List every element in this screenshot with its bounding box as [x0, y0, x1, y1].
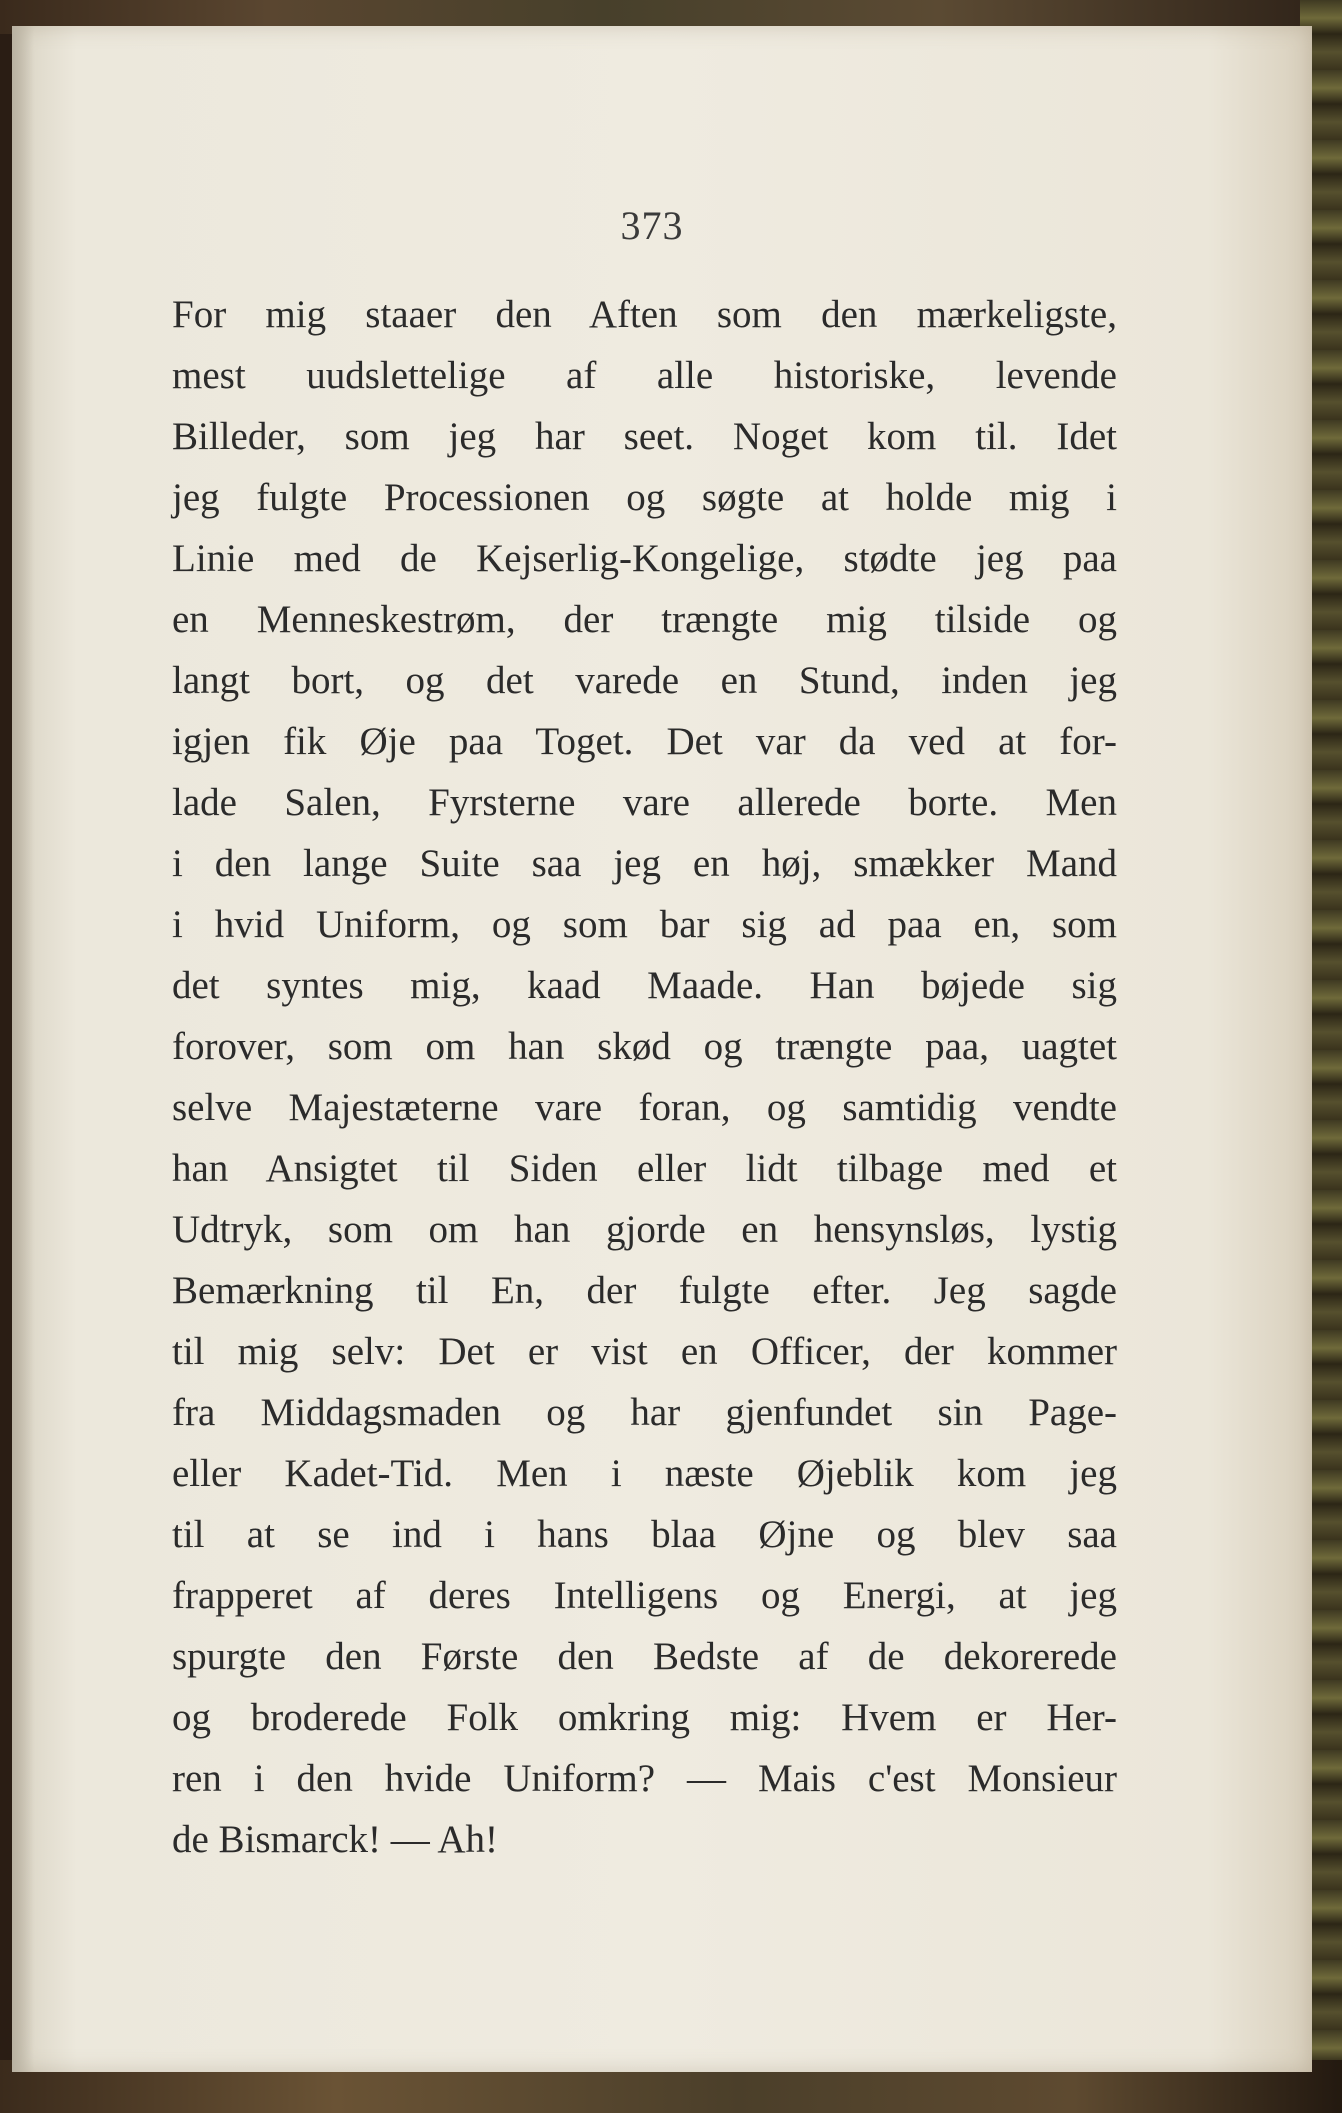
text-line: Udtryk, som om han gjorde en hensynsløs, lystig [172, 1208, 1117, 1251]
text-line: fra Middagsmaden og har gjenfundet sin Page- [172, 1391, 1117, 1434]
text-line: og broderede Folk omkring mig: Hvem er Her- [172, 1696, 1117, 1739]
text-line: i den lange Suite saa jeg en høj, smækker Mand [172, 842, 1117, 885]
text-line: til at se ind i hans blaa Øjne og blev saa [172, 1513, 1117, 1556]
book-page [12, 26, 1312, 2072]
text-line: til mig selv: Det er vist en Officer, der kommer [172, 1330, 1117, 1373]
text-line: en Menneskestrøm, der trængte mig tilside og [172, 598, 1117, 641]
text-line: spurgte den Første den Bedste af de dekorerede [172, 1635, 1117, 1678]
body-text [172, 284, 1117, 1870]
page-gutter-shadow [12, 26, 34, 2072]
text-line: de Bismarck! — Ah! [172, 1818, 499, 1861]
text-line: Linie med de Kejserlig-Kongelige, stødte jeg paa [172, 537, 1117, 580]
text-line: han Ansigtet til Siden eller lidt tilbage med et [172, 1147, 1117, 1190]
text-line: Bemærkning til En, der fulgte efter. Jeg sagde [172, 1269, 1117, 1312]
text-line: forover, som om han skød og trængte paa, uagtet [172, 1025, 1117, 1068]
text-line: i hvid Uniform, og som bar sig ad paa en, som [172, 903, 1117, 946]
text-line: ren i den hvide Uniform? — Mais c'est Monsieur [172, 1757, 1117, 1800]
text-line: det syntes mig, kaad Maade. Han bøjede sig [172, 964, 1117, 1007]
page-number: 373 [620, 203, 684, 248]
text-line: selve Majestæterne vare foran, og samtidig vendte [172, 1086, 1117, 1129]
text-line: Billeder, som jeg har seet. Noget kom til. Idet [172, 415, 1117, 458]
text-line: lade Salen, Fyrsterne vare allerede borte. Men [172, 781, 1117, 824]
text-line: mest uudslettelige af alle historiske, levende [172, 354, 1117, 397]
text-line: jeg fulgte Processionen og søgte at holde mig i [172, 476, 1117, 519]
text-line: igjen fik Øje paa Toget. Det var da ved at for- [172, 720, 1117, 763]
text-line: langt bort, og det varede en Stund, inden jeg [172, 659, 1117, 702]
text-line: frapperet af deres Intelligens og Energi, at jeg [172, 1574, 1117, 1617]
text-line: eller Kadet-Tid. Men i næste Øjeblik kom jeg [172, 1452, 1117, 1495]
text-line: For mig staaer den Aften som den mærkeligste, [172, 293, 1117, 336]
